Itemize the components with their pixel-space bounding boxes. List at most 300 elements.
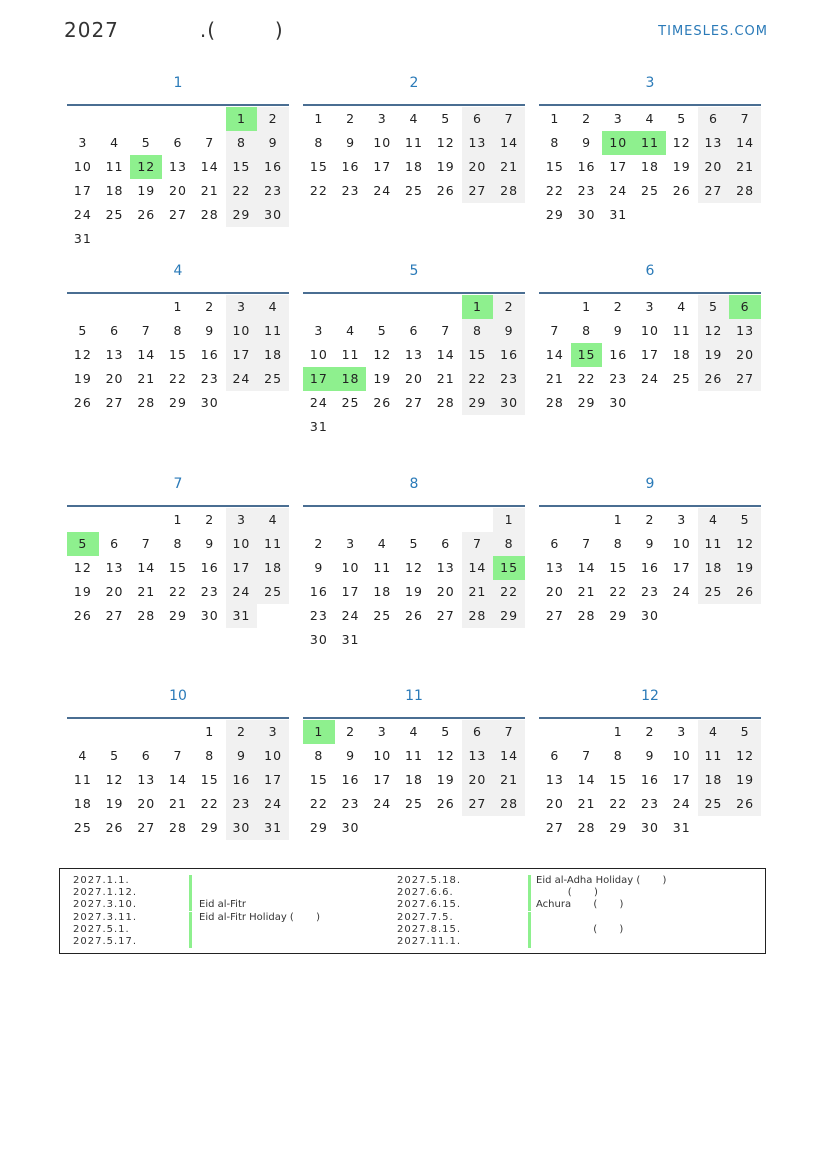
legend-row: [73, 875, 413, 887]
legend-date: 2027.5.1.: [73, 923, 130, 935]
day-cell: 14: [436, 347, 455, 362]
day-cell: 8: [314, 135, 324, 150]
day-cell: 11: [105, 159, 124, 174]
day-cell: 7: [205, 135, 215, 150]
day-cell: 9: [346, 748, 356, 763]
day-cell: 7: [462, 532, 494, 556]
empty-cell: [335, 508, 367, 532]
day-cell: 29: [545, 207, 564, 222]
day-cell: 13: [462, 131, 494, 155]
day-cell: 18: [257, 343, 289, 367]
legend-row: [397, 899, 757, 911]
day-cell: 27: [545, 608, 564, 623]
day-cell: 24: [373, 183, 392, 198]
day-cell: 16: [493, 343, 525, 367]
day-cell: 14: [137, 560, 156, 575]
day-cell: 13: [462, 744, 494, 768]
day-cell: 20: [698, 155, 730, 179]
day-grid: [67, 720, 289, 840]
month-title: 4: [173, 263, 183, 279]
day-cell: 8: [613, 536, 623, 551]
day-cell: 19: [729, 556, 761, 580]
day-cell: 8: [226, 131, 258, 155]
day-cell: 16: [341, 159, 360, 174]
empty-cell: [571, 508, 603, 532]
day-cell: 14: [200, 159, 219, 174]
holiday-color-marker: [528, 912, 531, 924]
month-9: [539, 471, 761, 628]
day-cell: 7: [141, 536, 151, 551]
day-grid: [539, 295, 761, 415]
holiday-color-marker: [189, 924, 192, 936]
holiday-day-cell: 5: [67, 532, 99, 556]
month-title: 2: [409, 75, 419, 91]
day-cell: 31: [609, 207, 628, 222]
day-cell: 17: [641, 347, 659, 362]
day-cell: 4: [698, 508, 730, 532]
month-divider: [67, 292, 289, 294]
day-cell: 16: [309, 584, 328, 599]
empty-cell: [430, 508, 462, 532]
empty-cell: [99, 720, 131, 744]
day-cell: 6: [173, 135, 183, 150]
day-cell: 15: [169, 560, 187, 575]
month-title: 1: [173, 75, 183, 91]
holiday-day-cell: 1: [226, 107, 258, 131]
empty-cell: [366, 295, 398, 319]
day-cell: 6: [462, 107, 494, 131]
day-cell: 25: [257, 580, 289, 604]
day-cell: 13: [698, 131, 730, 155]
day-cell: 20: [405, 371, 423, 386]
day-cell: 23: [577, 183, 596, 198]
day-cell: 4: [409, 111, 419, 126]
empty-cell: [67, 720, 99, 744]
day-cell: 24: [373, 796, 392, 811]
day-cell: 19: [405, 584, 423, 599]
day-cell: 20: [105, 371, 124, 386]
day-cell: 19: [729, 768, 761, 792]
month-10: [67, 683, 289, 840]
day-cell: 10: [73, 159, 92, 174]
legend-date: 2027.6.6.: [397, 887, 454, 899]
day-cell: 17: [257, 768, 289, 792]
day-cell: 11: [73, 772, 92, 787]
day-cell: 6: [698, 107, 730, 131]
month-title: 6: [645, 263, 655, 279]
day-cell: 3: [226, 295, 258, 319]
day-cell: 5: [441, 724, 451, 739]
month-12: [539, 683, 761, 840]
day-cell: 10: [641, 323, 659, 338]
day-grid: [67, 107, 289, 251]
month-4: [67, 258, 289, 415]
day-cell: 16: [341, 772, 360, 787]
day-cell: 7: [582, 536, 592, 551]
day-cell: 9: [257, 131, 289, 155]
day-cell: 28: [577, 608, 596, 623]
day-cell: 5: [110, 748, 120, 763]
day-cell: 3: [226, 508, 258, 532]
day-cell: 31: [672, 820, 691, 835]
day-cell: 26: [672, 183, 691, 198]
holiday-color-marker: [528, 924, 531, 936]
day-cell: 7: [582, 748, 592, 763]
day-cell: 22: [309, 183, 328, 198]
day-cell: 24: [73, 207, 92, 222]
day-cell: 5: [729, 508, 761, 532]
day-cell: 2: [346, 724, 356, 739]
day-cell: 9: [645, 748, 655, 763]
day-cell: 16: [226, 768, 258, 792]
day-cell: 21: [577, 584, 596, 599]
day-cell: 26: [405, 608, 423, 623]
holiday-color-marker: [528, 899, 531, 911]
day-cell: 9: [205, 536, 215, 551]
empty-cell: [539, 508, 571, 532]
legend-date: 2027.3.11.: [73, 911, 138, 923]
day-cell: 17: [373, 159, 392, 174]
month-divider: [539, 104, 761, 106]
month-divider: [539, 717, 761, 719]
day-cell: 5: [677, 111, 687, 126]
day-cell: 1: [613, 512, 623, 527]
day-cell: 3: [377, 111, 387, 126]
day-cell: 8: [582, 323, 592, 338]
day-cell: 13: [105, 560, 124, 575]
day-cell: 5: [78, 323, 88, 338]
site-logo[interactable]: TIMESLES.COM: [658, 24, 768, 39]
day-cell: 4: [377, 536, 387, 551]
month-3: [539, 70, 761, 227]
holiday-legend: [59, 868, 766, 954]
empty-cell: [130, 508, 162, 532]
day-cell: 29: [169, 608, 187, 623]
day-cell: 7: [729, 107, 761, 131]
day-cell: 21: [577, 796, 596, 811]
day-cell: 22: [169, 584, 187, 599]
day-grid: [303, 508, 525, 652]
day-cell: 26: [436, 796, 455, 811]
day-cell: 21: [200, 183, 219, 198]
day-cell: 2: [493, 295, 525, 319]
day-cell: 21: [436, 371, 455, 386]
month-divider: [67, 717, 289, 719]
day-cell: 26: [698, 367, 730, 391]
day-cell: 6: [441, 536, 451, 551]
day-cell: 14: [169, 772, 187, 787]
day-cell: 29: [200, 820, 219, 835]
empty-cell: [130, 107, 162, 131]
day-cell: 28: [729, 179, 761, 203]
empty-cell: [571, 720, 603, 744]
day-cell: 12: [73, 347, 92, 362]
empty-cell: [130, 295, 162, 319]
day-cell: 2: [226, 720, 258, 744]
day-cell: 15: [169, 347, 187, 362]
day-cell: 29: [309, 820, 328, 835]
day-cell: 16: [577, 159, 596, 174]
day-cell: 13: [105, 347, 124, 362]
day-cell: 15: [545, 159, 564, 174]
day-grid: [303, 107, 525, 203]
day-cell: 15: [462, 343, 494, 367]
day-cell: 11: [373, 560, 392, 575]
day-cell: 1: [173, 512, 183, 527]
day-cell: 14: [577, 560, 596, 575]
day-cell: 2: [205, 299, 215, 314]
day-cell: 10: [373, 135, 392, 150]
day-cell: 5: [409, 536, 419, 551]
legend-date: 2027.5.18.: [397, 875, 462, 886]
day-cell: 27: [105, 395, 124, 410]
day-cell: 13: [436, 560, 455, 575]
day-cell: 31: [257, 816, 289, 840]
day-cell: 12: [436, 135, 455, 150]
day-cell: 21: [462, 580, 494, 604]
day-cell: 16: [641, 560, 659, 575]
day-cell: 5: [698, 295, 730, 319]
day-cell: 11: [257, 319, 289, 343]
day-cell: 17: [373, 772, 392, 787]
legend-holiday-name: ( ): [536, 923, 624, 935]
day-cell: 20: [545, 584, 564, 599]
day-cell: 31: [309, 419, 328, 434]
day-cell: 7: [550, 323, 560, 338]
day-cell: 22: [309, 796, 328, 811]
day-cell: 7: [173, 748, 183, 763]
day-cell: 17: [609, 159, 628, 174]
day-cell: 28: [169, 820, 187, 835]
day-cell: 19: [672, 159, 691, 174]
day-cell: 19: [436, 159, 455, 174]
legend-row: [73, 924, 413, 936]
day-cell: 26: [729, 792, 761, 816]
day-cell: 18: [698, 768, 730, 792]
day-cell: 25: [73, 820, 92, 835]
day-cell: 19: [373, 371, 392, 386]
holiday-day-cell: 12: [130, 155, 162, 179]
day-cell: 27: [462, 179, 494, 203]
day-cell: 3: [677, 512, 687, 527]
day-cell: 4: [698, 720, 730, 744]
day-cell: 23: [341, 183, 360, 198]
day-cell: 31: [341, 632, 360, 647]
day-cell: 9: [645, 536, 655, 551]
day-cell: 30: [609, 395, 628, 410]
day-cell: 22: [493, 580, 525, 604]
month-title: 9: [645, 476, 655, 492]
day-cell: 3: [78, 135, 88, 150]
empty-cell: [335, 295, 367, 319]
day-cell: 25: [373, 608, 392, 623]
day-cell: 11: [341, 347, 360, 362]
day-cell: 10: [226, 532, 258, 556]
day-cell: 3: [613, 111, 623, 126]
month-2: [303, 70, 525, 203]
empty-cell: [539, 720, 571, 744]
day-cell: 12: [105, 772, 124, 787]
day-cell: 16: [609, 347, 628, 362]
day-cell: 9: [493, 319, 525, 343]
empty-cell: [194, 107, 226, 131]
day-cell: 18: [641, 159, 659, 174]
holiday-day-cell: 10: [602, 131, 634, 155]
day-cell: 23: [341, 796, 360, 811]
day-cell: 18: [405, 772, 423, 787]
day-cell: 21: [169, 796, 187, 811]
day-cell: 16: [200, 347, 219, 362]
day-cell: 25: [105, 207, 124, 222]
day-cell: 26: [137, 207, 156, 222]
day-cell: 2: [314, 536, 324, 551]
day-cell: 2: [205, 512, 215, 527]
day-cell: 22: [609, 584, 628, 599]
empty-cell: [130, 720, 162, 744]
day-cell: 25: [341, 395, 360, 410]
day-cell: 27: [436, 608, 455, 623]
day-cell: 23: [641, 796, 659, 811]
month-7: [67, 471, 289, 628]
day-cell: 14: [577, 772, 596, 787]
day-grid: [539, 720, 761, 840]
day-cell: 21: [137, 584, 156, 599]
day-cell: 5: [377, 323, 387, 338]
day-cell: 8: [314, 748, 324, 763]
day-cell: 28: [436, 395, 455, 410]
day-cell: 1: [314, 111, 324, 126]
day-cell: 3: [346, 536, 356, 551]
day-cell: 8: [173, 323, 183, 338]
day-cell: 12: [672, 135, 691, 150]
day-cell: 18: [672, 347, 691, 362]
day-cell: 23: [200, 584, 219, 599]
day-cell: 26: [73, 608, 92, 623]
legend-row: [397, 924, 757, 936]
day-cell: 28: [545, 395, 564, 410]
legend-date: 2027.6.15.: [397, 899, 462, 911]
day-cell: 25: [672, 371, 691, 386]
legend-row: [73, 887, 413, 899]
holiday-color-marker: [189, 875, 192, 887]
holiday-color-marker: [528, 875, 531, 887]
day-cell: 1: [493, 508, 525, 532]
day-cell: 5: [141, 135, 151, 150]
day-cell: 16: [641, 772, 659, 787]
day-cell: 4: [257, 295, 289, 319]
month-5: [303, 258, 525, 439]
legend-row: [397, 912, 757, 924]
day-cell: 21: [493, 155, 525, 179]
day-cell: 27: [105, 608, 124, 623]
empty-cell: [462, 508, 494, 532]
day-cell: 24: [226, 580, 258, 604]
day-cell: 8: [493, 532, 525, 556]
holiday-color-marker: [189, 936, 192, 948]
empty-cell: [67, 295, 99, 319]
legend-date: 2027.7.5.: [397, 911, 454, 923]
day-cell: 14: [493, 131, 525, 155]
day-cell: 11: [672, 323, 691, 338]
day-cell: 25: [405, 796, 423, 811]
day-cell: 17: [73, 183, 92, 198]
day-cell: 14: [493, 744, 525, 768]
empty-cell: [430, 295, 462, 319]
month-title: 3: [645, 75, 655, 91]
day-cell: 27: [462, 792, 494, 816]
day-cell: 12: [729, 532, 761, 556]
day-cell: 30: [226, 816, 258, 840]
day-cell: 2: [582, 111, 592, 126]
empty-cell: [99, 295, 131, 319]
month-divider: [303, 717, 525, 719]
day-cell: 25: [641, 183, 659, 198]
day-cell: 2: [645, 512, 655, 527]
day-cell: 1: [613, 724, 623, 739]
legend-row: [73, 899, 413, 911]
holiday-color-marker: [528, 936, 531, 948]
day-cell: 18: [105, 183, 124, 198]
day-cell: 7: [441, 323, 451, 338]
day-cell: 28: [200, 207, 219, 222]
day-cell: 29: [577, 395, 596, 410]
day-cell: 29: [226, 203, 258, 227]
day-cell: 8: [205, 748, 215, 763]
day-grid: [67, 295, 289, 415]
empty-cell: [162, 720, 194, 744]
day-grid: [539, 508, 761, 628]
day-cell: 27: [137, 820, 156, 835]
day-cell: 20: [105, 584, 124, 599]
empty-cell: [67, 508, 99, 532]
month-divider: [67, 104, 289, 106]
day-cell: 28: [137, 395, 156, 410]
day-cell: 21: [545, 371, 564, 386]
day-cell: 26: [729, 580, 761, 604]
day-cell: 28: [493, 792, 525, 816]
legend-date: 2027.8.15.: [397, 923, 462, 935]
month-8: [303, 471, 525, 652]
day-cell: 12: [698, 319, 730, 343]
day-cell: 27: [405, 395, 423, 410]
day-cell: 22: [577, 371, 596, 386]
day-cell: 23: [609, 371, 628, 386]
day-cell: 23: [200, 371, 219, 386]
day-grid: [303, 720, 525, 840]
legend-row: [73, 912, 413, 924]
month-divider: [303, 505, 525, 507]
legend-holiday-name: ( ): [536, 887, 598, 899]
day-cell: 4: [346, 323, 356, 338]
day-cell: 10: [373, 748, 392, 763]
holiday-day-cell: 11: [634, 131, 666, 155]
day-cell: 22: [609, 796, 628, 811]
day-cell: 19: [73, 584, 92, 599]
day-cell: 5: [441, 111, 451, 126]
day-cell: 4: [78, 748, 88, 763]
day-cell: 18: [373, 584, 392, 599]
day-cell: 4: [257, 508, 289, 532]
legend-date: 2027.1.12.: [73, 887, 138, 899]
day-cell: 17: [226, 343, 258, 367]
day-cell: 15: [226, 155, 258, 179]
day-cell: 24: [641, 371, 659, 386]
day-cell: 3: [377, 724, 387, 739]
day-cell: 12: [405, 560, 423, 575]
day-cell: 15: [200, 772, 219, 787]
day-cell: 21: [493, 768, 525, 792]
day-cell: 22: [169, 371, 187, 386]
